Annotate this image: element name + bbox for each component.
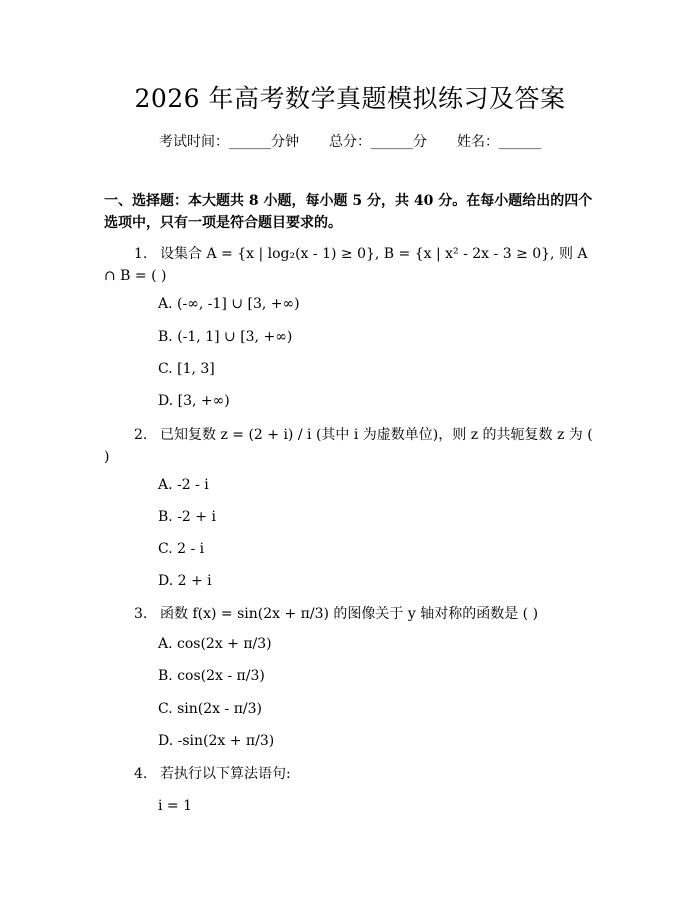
- question-1: [104, 243, 596, 287]
- student-name: 姓名：______: [457, 134, 541, 150]
- option-d: D. 2 + i: [158, 573, 212, 589]
- option-d: D. [3, +∞): [158, 393, 230, 409]
- code-line: i = 1: [158, 798, 193, 814]
- exam-score: 总分：______分: [329, 134, 427, 150]
- question-stem: 若执行以下算法语句:: [160, 766, 291, 782]
- option-a: A. -2 - i: [158, 477, 209, 493]
- question-number: 4.: [134, 766, 148, 782]
- option-c: C. sin(2x - π/3): [158, 701, 262, 717]
- option-b: B. cos(2x - π/3): [158, 668, 265, 684]
- question-2: [104, 424, 596, 468]
- page-title: 2026 年高考数学真题模拟练习及答案: [134, 84, 566, 113]
- option-b: B. (-1, 1] ∪ [3, +∞): [158, 329, 293, 345]
- exam-time: 考试时间：______分钟: [159, 134, 299, 150]
- question-number: 3.: [134, 606, 148, 622]
- option-b: B. -2 + i: [158, 509, 216, 525]
- question-stem: 函数 f(x) = sin(2x + π/3) 的图像关于 y 轴对称的函数是 ( ): [160, 606, 539, 622]
- option-a: A. cos(2x + π/3): [158, 636, 272, 652]
- option-c: C. 2 - i: [158, 541, 205, 557]
- option-a: A. (-∞, -1] ∪ [3, +∞): [158, 296, 300, 312]
- question-stem: 已知复数 z = (2 + i) / i (其中 i 为虚数单位)，则 z 的共轭复数 z 为 ( ): [104, 427, 593, 465]
- option-d: D. -sin(2x + π/3): [158, 733, 275, 749]
- question-stem: 设集合 A = {x | log₂(x - 1) ≥ 0}, B = {x | x² - 2x - 3 ≥ 0}, 则 A ∩ B = ( ): [104, 246, 588, 284]
- section-heading: 一、选择题：本大题共 8 小题，每小题 5 分，共 40 分。在每小题给出的四个选项中，只有一项是符合题目要求的。: [104, 193, 593, 231]
- question-3: [104, 603, 596, 625]
- exam-info: [0, 132, 700, 152]
- question-number: 1.: [134, 246, 148, 262]
- question-4: [104, 763, 596, 785]
- option-c: C. [1, 3]: [158, 361, 215, 377]
- question-number: 2.: [134, 427, 148, 443]
